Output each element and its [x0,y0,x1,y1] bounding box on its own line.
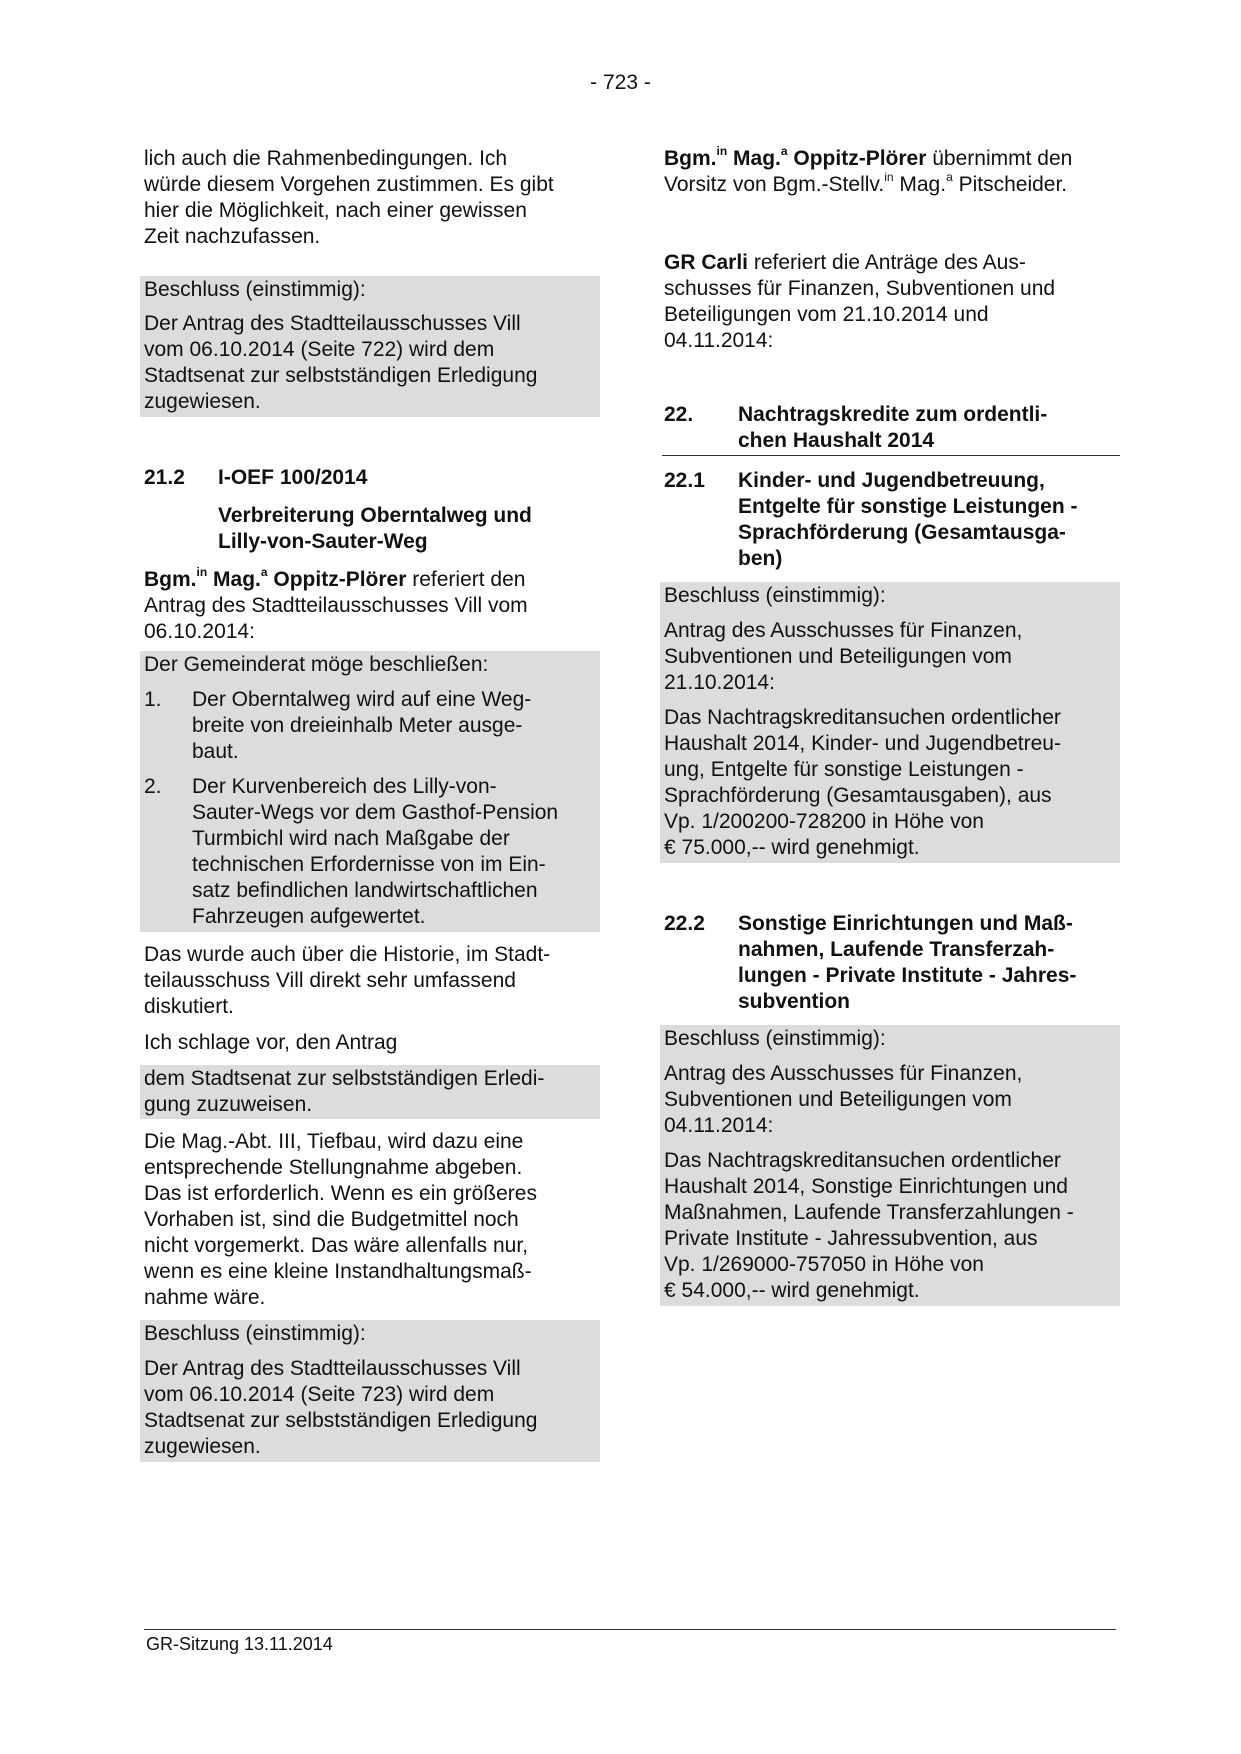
beschluss-box-2 [140,1320,600,1462]
beschluss-text: Der Antrag des Stadtteilausschusses Vill vom 06.10.2014 (Seite 722) wird dem Stadtsenat zur selbstständigen Erledigung zugewiesen. [144,312,538,413]
tiefbau-paragraph: Die Mag.-Abt. III, Tiefbau, wird dazu eine entsprechende Stellungnahme abgeben. Das ist erforderlich. Wenn es ein größeres Vorhaben ist, sind die Budgetmittel noch nicht vorgemerkt. Das wäre allenfalls nur, wenn es eine kleine Instandhaltungsmaß- nahme wäre. [144,1130,537,1309]
motion-item-1: 1. Der Oberntalweg wird auf eine Weg- breite von dreieinhalb Meter ausge- baut. [144,688,532,763]
left-column [144,146,596,1462]
motion-box [140,651,600,932]
beschluss-text: Das Nachtragskreditansuchen ordentlicher Haushalt 2014, Kinder- und Jugendbetreu- ung, Entgelte für sonstige Leistungen - Sprachförderung (Gesamtausgaben), aus Vp. 1/200200-728200 in Höhe von € 75.000,-- wird genehmigt. [664,706,1061,859]
carli-paragraph: GR Carli referiert die Anträge des Aus- schusses für Finanzen, Subventionen und Beteiligungen vom 21.10.2014 und 04.11.2014: [664,251,1056,352]
section-code: I-OEF 100/2014 [218,466,368,489]
antrag-text: Antrag des Ausschusses für Finanzen, Subventionen und Beteiligungen vom 04.11.2014: [664,1062,1023,1137]
footer-divider [144,1629,1116,1630]
section-number: 22.2 [664,912,705,935]
historie-paragraph: Das wurde auch über die Historie, im Stadt- teilausschuss Vill direkt sehr umfassend diskutiert. [144,943,551,1018]
beschluss-box-1 [140,276,600,417]
section-heading-22-2: 22.2 Sonstige Einrichtungen und Maß- nahmen, Laufende Transferzah- lungen - Private Institute - Jahres- subvention [664,912,1077,1013]
footer-session: GR-Sitzung 13.11.2014 [146,1634,333,1654]
motion-item-2: 2. Der Kurvenbereich des Lilly-von- Sauter-Wegs vor dem Gasthof-Pension Turmbichl wird nach Maßgabe der technischen Erfordernisse von im Ein- satz befindlichen landwirtschaftlichen Fahrzeugen aufgewertet. [144,775,559,928]
section-title-21-2: Verbreiterung Oberntalweg und Lilly-von-Sauter-Weg [218,504,532,553]
intro-paragraph: lich auch die Rahmenbedingungen. Ich würde diesem Vorgehen zustimmen. Es gibt hier die Möglichkeit, nach einer gewissen Zeit nachzufassen. [144,147,554,248]
zuweisung-box: dem Stadtsenat zur selbstständigen Erledi- gung zuzuweisen. [140,1065,600,1119]
beschluss-label: Beschluss (einstimmig): [144,1322,366,1345]
vorsitz-paragraph: Bgm.$^{in}$ Mag.$^a$ Oppitz-Plörer übernimmt den Vorsitz von Bgm.-Stellv.$^{in}$ Mag.$^a$ Pitscheider. [664,144,1073,196]
beschluss-label: Beschluss (einstimmig): [664,1027,886,1050]
page-number: - 723 - [590,71,651,94]
beschluss-box-22-1 [660,582,1120,863]
section-number: 22.1 [664,469,705,492]
section-number: 22. [664,403,694,426]
antrag-text: Antrag des Ausschusses für Finanzen, Subventionen und Beteiligungen vom 21.10.2014: [664,619,1023,694]
beschluss-label: Beschluss (einstimmig): [664,584,886,607]
motion-intro: Der Gemeinderat möge beschließen: [144,653,489,676]
beschluss-box-22-2 [660,1025,1120,1306]
vorschlag-paragraph: Ich schlage vor, den Antrag [144,1031,398,1054]
section-heading-22-1: 22.1 Kinder- und Jugendbetreuung, Entgelte für sonstige Leistungen - Sprachförderung (Gesamtausga- ben) [664,469,1078,570]
section-heading-21-2 [144,465,596,491]
right-column [664,146,1116,1306]
section-heading-22: 22. Nachtragskredite zum ordentli- chen Haushalt 2014 [662,402,1120,456]
beschluss-label: Beschluss (einstimmig): [144,278,366,301]
section-number: 21.2 [144,466,185,489]
speaker-paragraph: Bgm.$^{in}$ Mag.$^a$ Oppitz-Plörer referiert den Antrag des Stadtteilausschusses Vill vom 06.10.2014: [144,565,528,643]
beschluss-text: Der Antrag des Stadtteilausschusses Vill vom 06.10.2014 (Seite 723) wird dem Stadtsenat zur selbstständigen Erledigung zugewiesen. [144,1357,538,1458]
beschluss-text: Das Nachtragskreditansuchen ordentlicher Haushalt 2014, Sonstige Einrichtungen und Maßnahmen, Laufende Transferzahlungen - Private Institute - Jahressubvention, aus Vp. 1/269000-757050 in Höhe von € 54.000,-- wird genehmigt. [664,1149,1074,1302]
